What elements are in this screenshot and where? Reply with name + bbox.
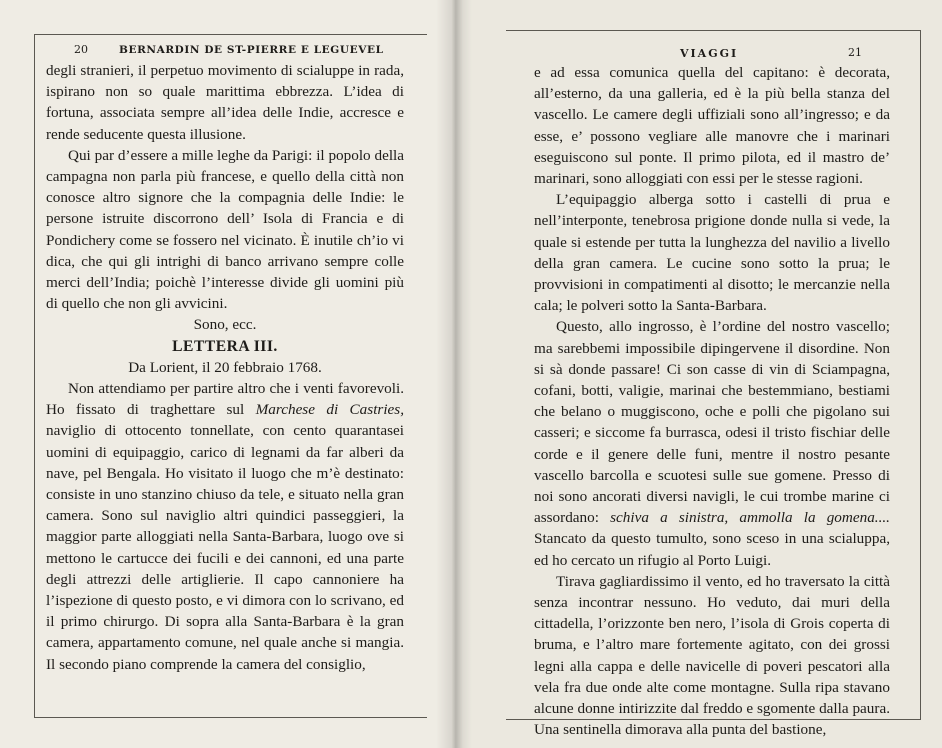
right-running-head: VIAGGI: [680, 47, 739, 60]
right-paragraph-1: e ad essa comunica quella del capitano: è decorata, all’esterno, da una galleria, ed è la più bella stanza del vascello. Le camere degli uffiziali sono all’ingresso; e da esse, e’ possono vegliare alle manovre che i marinari eseguiscono sul ponte. Il primo pilota, ed il mastro de’ marinari, sono alloggiati con essi per le stesse ragioni.: [534, 64, 890, 188]
left-paragraph-3-text-b: naviglio di ottocento tonnellate, con cento quarantasei uomini di equipaggio, carico di legnami da far alberi da nave, pel Bengala. Ho visitato il luogo che m’è destinato: consiste in uno stanzino chiuso da tele, e situato nella gran camera. Sono sul naviglio altri quindici passeggieri, la maggior parte alloggiati nella Santa-Barbara, luogo ove si mettono le cartucce dei fucili e dei cannoni, ed una parte degli attrezzi delle artiglierie. Il capo cannoniere ha l’ispezione di questo posto, e vi dimora con lo scrivano, ed il primo chirurgo. Di sopra alla Santa-Barbara è la gran camera, appartamento comune, nel quale anche si mangia. Il secondo piano comprende la camera del consiglio,: [46, 422, 404, 673]
left-paragraph-3: [46, 378, 404, 675]
left-paragraph-2: Qui par d’essere a mille leghe da Parigi: il popolo della campagna non parla più francese, e quello della città non conosce altro signore che la compagnia delle Indie: le persone istruite discorrono dell’ Isola di Francia e di Pondichery come se fossero nel vicinato. È inutile ch’io vi dica, che qui gli intrighi di banco arrivano sempre colle merci dell’India; poichè l’interesse divide gli uomini più di quello che non gli avvicini.: [46, 146, 404, 313]
left-page-body: [46, 60, 404, 675]
right-page-body: [534, 62, 890, 741]
left-page-number: 20: [74, 43, 88, 56]
right-paragraph-3-text-a: Questo, allo ingrosso, è l’ordine del nostro vascello; ma sarebbemi impossibile dipingervene il disordine. Non si sà donde passare! Ci son casse di vin di Sciampagna, cofani, botti, valigie, marinai che bestemmiano, bestiami che belano o muggiscono, oche e polli che pigolano sui casseri; e siccome fa burrasca, odesi il tristo fischiar delle corde e il genere delle funi, mentre il nostro pesante vascello barcolla e scuotesi sulle sue gomene. Presso di noi sono ancorati diversi navigli, le cui trombe marine ci assordano:: [534, 318, 890, 527]
right-page-number: 21: [848, 46, 862, 59]
right-paragraph-2: L’equipaggio alberga sotto i castelli di prua e nell’interponte, tenebrosa prigione donde nulla si vede, la quale si estende per tutta la lunghezza del navilio a livello della gran camera. Le cucine sono sotto la prua; le provvisioni in compatimenti al disotto; le mercanzie nella cala; le polveri sotto la Santa-Barbara.: [534, 191, 890, 315]
right-paragraph-3: [534, 316, 890, 570]
left-running-head: BERNARDIN DE ST-PIERRE E LEGUEVEL: [119, 44, 384, 56]
sailor-shout: schiva a sinistra, ammolla la gomena....: [610, 509, 890, 527]
right-paragraph-3-text-b: Stancato da questo tumulto, sono sceso in una scialuppa, ed ho cercato un rifugio al Porto Luigi.: [534, 530, 890, 569]
letter-signoff: Sono, ecc.: [193, 316, 257, 334]
left-paragraph-3-text-a: Non attendiamo per partire altro che i venti favorevoli. Ho fissato di traghettare sul: [46, 380, 404, 419]
letter-heading: LETTERA III.: [172, 337, 278, 355]
letter-dateline: Da Lorient, il 20 febbraio 1768.: [128, 358, 322, 376]
ship-name: Marchese di Castries,: [255, 401, 404, 419]
book-gutter: [436, 0, 472, 748]
right-paragraph-4: Tirava gagliardissimo il vento, ed ho traversato la città senza incontrar nessuno. Ho veduto, dai muri della cittadella, l’orizzonte ben nero, l’isola di Grois coperta di bruma, e l’altro mare fortemente agitato, con dei grossi legni alla cappa e delle navicelle di poveri pescatori alla vela fra due onde alte come montagne. Sulla ripa stavano alcune donne intirizzite dal freddo e sgomente dalla paura. Una sentinella dimorava alla punta del bastione,: [534, 572, 890, 739]
left-paragraph-1: degli stranieri, il perpetuo movimento di scialuppe in rada, ispirano non so quale marittima ebbrezza. L’idea di fortuna, associata sempre all’idea delle Indie, accresce e rende seducente questa illusione.: [46, 62, 404, 143]
